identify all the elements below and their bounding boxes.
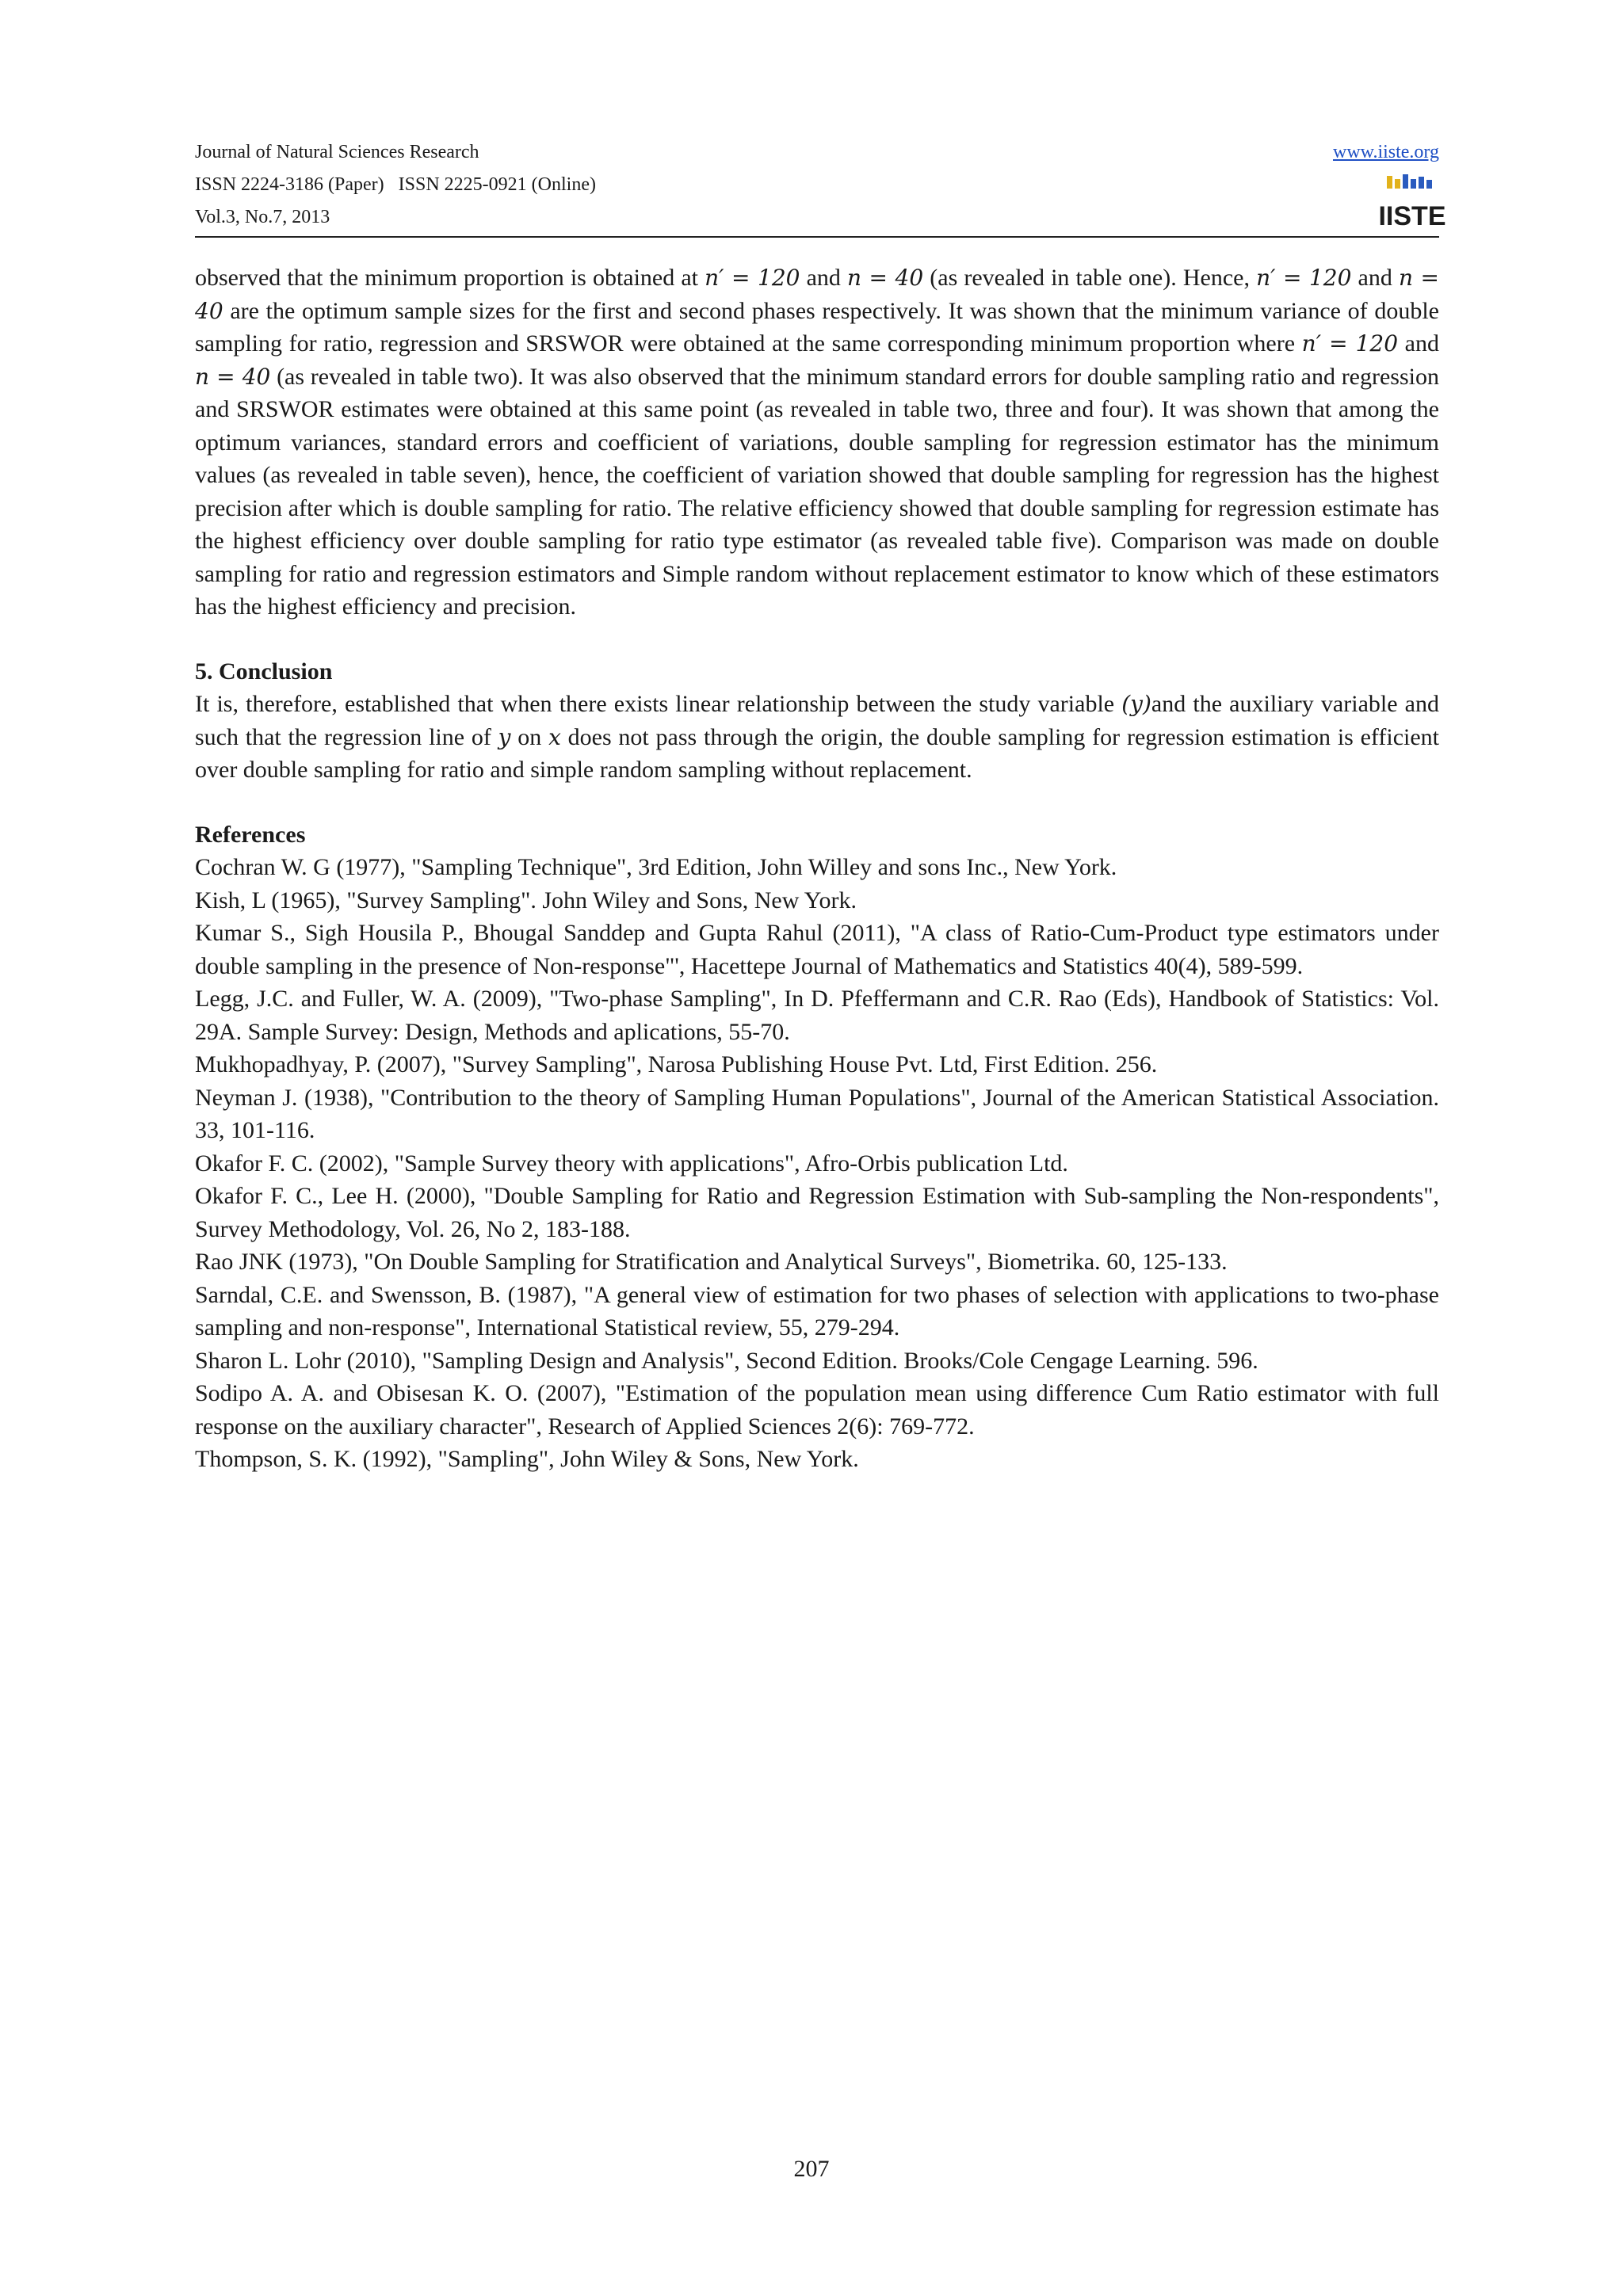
journal-issn: ISSN 2224-3186 (Paper) ISSN 2225-0921 (Online): [195, 174, 596, 195]
text-segment: and: [800, 265, 847, 291]
journal-info: [195, 136, 596, 234]
text-segment: on: [510, 723, 549, 750]
reference-item: Kish, L (1965), "Survey Sampling". John Wiley and Sons, New York.: [195, 887, 857, 913]
math-expression: n = 40: [195, 265, 1439, 324]
results-paragraph: [195, 261, 1439, 624]
math-expression: n = 40: [195, 363, 271, 390]
conclusion-heading: 5. Conclusion: [195, 658, 333, 685]
page-number: 207: [793, 2156, 830, 2182]
references-list: [195, 851, 1439, 1476]
reference-item: Sharon L. Lohr (2010), "Sampling Design and Analysis", Second Edition. Brooks/Cole Cengage Learning. 596.: [195, 1347, 1258, 1374]
math-expression: n′ = 120: [705, 265, 800, 291]
journal-name: Journal of Natural Sciences Research: [195, 142, 479, 162]
text-segment: It is, therefore, established that when there exists linear relationship between the study variable: [195, 691, 1122, 717]
math-expression: x: [548, 723, 561, 750]
reference-item: Legg, J.C. and Fuller, W. A. (2009), "Two-phase Sampling", In D. Pfeffermann and C.R. Rao (Eds), Handbook of Statistics: Vol. 29A. Sample Survey: Design, Methods and aplications, 55-70.: [195, 986, 1439, 1045]
text-segment: and: [1398, 330, 1439, 357]
reference-item: Thompson, S. K. (1992), "Sampling", John Wiley & Sons, New York.: [195, 1446, 859, 1472]
reference-item: Cochran W. G (1977), "Sampling Technique", 3rd Edition, John Willey and sons Inc., New York.: [195, 854, 1117, 880]
reference-item: Okafor F. C. (2002), "Sample Survey theory with applications", Afro-Orbis publication Ltd.: [195, 1150, 1068, 1177]
text-segment: does not pass through the origin, the double sampling for regression estimation is efficient over double sampling for ratio and simple random sampling without replacement.: [195, 723, 1440, 783]
text-segment: (as revealed in table two). It was also observed that the minimum standard errors for double sampling ratio and regression and SRSWOR estimates were obtained at this same point (as revealed in table two, three and four). It was shown that among the optimum variances, standard errors and coefficient of variations, double sampling for regression estimator has the minimum values (as revealed in table seven), hence, the coefficient of variation showed that double sampling for regression has the highest precision after which is double sampling for ratio. The relative efficiency showed that double sampling for regression estimate has the highest efficiency over double sampling for ratio type estimator (as revealed table five). Comparison was made on double sampling for ratio and regression estimators and Simple random without replacement estimator to know which of these estimators has the highest efficiency and precision.: [195, 363, 1439, 620]
math-expression: n = 40: [847, 265, 924, 291]
text-segment: are the optimum sample sizes for the first and second phases respectively. It was shown that the minimum variance of double sampling for ratio, regression and SRSWOR were obtained at the same corresponding minimum proportion where: [195, 297, 1439, 357]
page-header: [195, 136, 1446, 238]
text-segment: and the auxiliary variable and such that the regression line of: [195, 691, 1439, 750]
journal-volume: Vol.3, No.7, 2013: [195, 207, 330, 227]
iiste-logo-icon: [1378, 173, 1446, 231]
text-segment: and: [1351, 265, 1399, 291]
text-segment: observed that the minimum proportion is obtained at: [195, 265, 705, 291]
journal-url-link[interactable]: www.iiste.org: [1333, 142, 1439, 162]
reference-item: Neyman J. (1938), "Contribution to the theory of Sampling Human Populations", Journal of the American Statistical Association. 33, 101-116.: [195, 1084, 1439, 1143]
reference-item: Mukhopadhyay, P. (2007), "Survey Sampling", Narosa Publishing House Pvt. Ltd, First Edition. 256.: [195, 1051, 1158, 1077]
reference-item: Sodipo A. A. and Obisesan K. O. (2007), "Estimation of the population mean using difference Cum Ratio estimator with full response on the auxiliary character", Research of Applied Sciences 2(6): 769-772.: [195, 1380, 1439, 1440]
text-segment: (as revealed in table one). Hence,: [923, 265, 1257, 291]
logo-text: IISTE: [1378, 201, 1446, 231]
article-body: [195, 261, 1439, 1476]
references-heading: References: [195, 821, 306, 848]
reference-item: Sarndal, C.E. and Swensson, B. (1987), "A general view of estimation for two phases of selection with applications to two-phase sampling and non-response", International Statistical review, 55, 279-294.: [195, 1281, 1439, 1341]
math-expression: n′ = 120: [1256, 265, 1352, 291]
reference-item: Kumar S., Sigh Housila P., Bhougal Sanddep and Gupta Rahul (2011), "A class of Ratio-Cum-Product type estimators under double sampling in the presence of Non-response"', Hacettepe Journal of Mathematics and Statistics 40(4), 589-599.: [195, 920, 1439, 979]
reference-item: Rao JNK (1973), "On Double Sampling for Stratification and Analytical Surveys", Biometrika. 60, 125-133.: [195, 1249, 1228, 1275]
conclusion-paragraph: [195, 688, 1439, 787]
reference-item: Okafor F. C., Lee H. (2000), "Double Sampling for Ratio and Regression Estimation with Sub-sampling the Non-respondents", Survey Methodology, Vol. 26, No 2, 183-188.: [195, 1183, 1439, 1242]
math-expression: y: [498, 723, 511, 750]
math-expression: n′ = 120: [1301, 330, 1399, 357]
math-expression: (y): [1121, 691, 1151, 717]
